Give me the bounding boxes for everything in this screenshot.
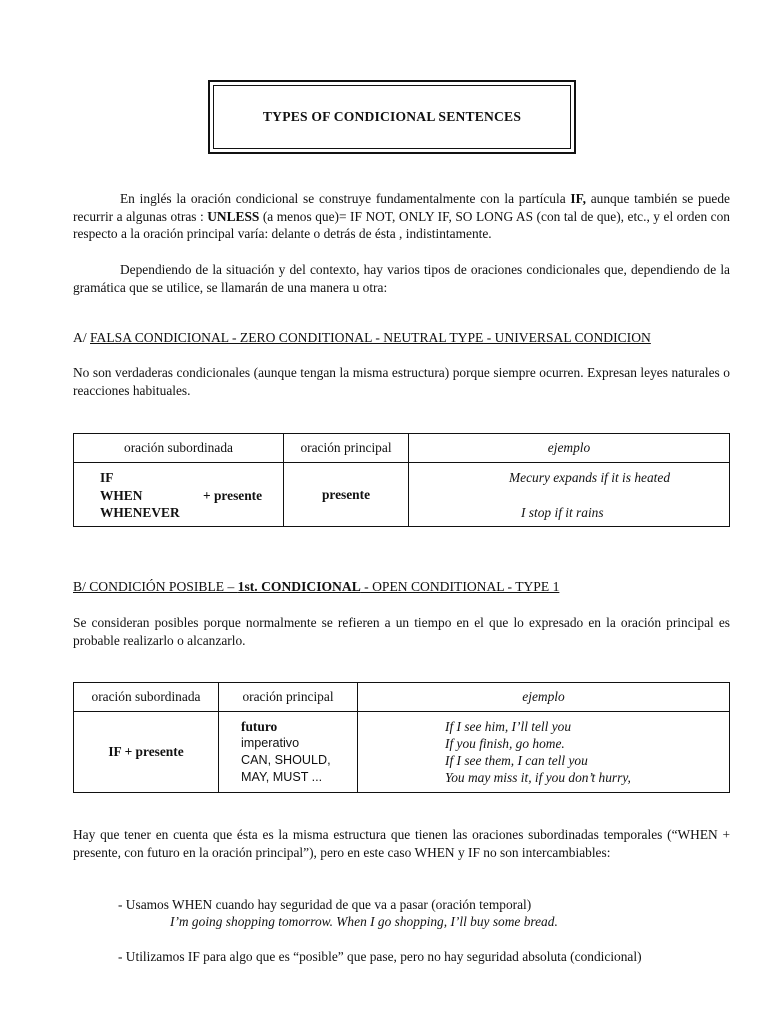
- zero-conditional-table: [73, 433, 730, 527]
- section-a-prefix: A/: [73, 330, 90, 345]
- section-b-h3: - OPEN CONDITIONAL - TYPE 1: [360, 579, 560, 594]
- header-subordinate: oración subordinada: [74, 434, 284, 463]
- header-example: ejemplo: [409, 434, 730, 463]
- cell-subordinate: IF + presente: [74, 712, 219, 793]
- document-title: TYPES OF CONDICIONAL SENTENCES: [213, 85, 571, 149]
- bullet-when-example: I’m going shopping tomorrow. When I go shopping, I’ll buy some bread.: [170, 914, 558, 929]
- section-b-h1: B/ CONDICIÓN POSIBLE –: [73, 579, 238, 594]
- table-row: [74, 463, 730, 527]
- section-b-h2: 1st. CONDICIONAL: [237, 579, 361, 594]
- cell-subordinate: [74, 463, 284, 527]
- cell-examples: [358, 712, 730, 793]
- cell-main-presente: presente: [284, 463, 409, 527]
- table-header-row: [74, 434, 730, 463]
- bullet-if: - Utilizamos IF para algo que es “posible” que pase, pero no hay seguridad absoluta (condicional): [118, 949, 642, 964]
- cell-main: [219, 712, 358, 793]
- first-conditional-table: [73, 682, 730, 793]
- main-modals-2: MAY, MUST ...: [241, 770, 323, 784]
- example-2: I stop if it rains: [521, 505, 604, 520]
- intro-bold-unless: UNLESS: [207, 208, 260, 224]
- example-4: You may miss it, if you don’t hurry,: [445, 770, 631, 785]
- intro-text-3: (a menos que)= IF NOT, ONLY IF, SO LONG AS (con tal de que), etc., y el orden con respecto a la oración principal varía: delante o detrás de ésta , indistintamente.: [73, 208, 730, 241]
- section-b-text: Se consideran posibles porque normalmente se refieren a un tiempo en el que lo expresado en la oración principal es probable realizarlo o alcanzarlo.: [73, 615, 730, 648]
- example-1: If I see him, I’ll tell you: [445, 719, 572, 734]
- section-a-title: FALSA CONDICIONAL - ZERO CONDITIONAL - NEUTRAL TYPE - UNIVERSAL CONDICION: [90, 330, 651, 345]
- header-main: oración principal: [219, 683, 358, 712]
- section-a-heading: [73, 329, 743, 347]
- example-3: If I see them, I can tell you: [445, 753, 588, 768]
- header-subordinate: oración subordinada: [74, 683, 219, 712]
- sub-when: WHEN: [100, 488, 143, 503]
- header-example: ejemplo: [358, 683, 730, 712]
- title-box: [208, 80, 576, 154]
- main-modals-1: CAN, SHOULD,: [241, 753, 331, 767]
- sub-plus-presente: + presente: [203, 488, 263, 503]
- intro-paragraph-1: [73, 190, 730, 243]
- table-header-row: [74, 683, 730, 712]
- header-main: oración principal: [284, 434, 409, 463]
- table-row: [74, 712, 730, 793]
- intro-paragraph-2: Dependiendo de la situación y del contexto, hay varios tipos de oraciones condicionales que, dependiendo de la gramática que se utilice, se llamarán de una manera u otra:: [73, 262, 730, 295]
- main-futuro: futuro: [241, 719, 278, 734]
- cell-examples: [409, 463, 730, 527]
- sub-if: IF: [100, 470, 114, 485]
- intro-text-1: En inglés la oración condicional se construye fundamentalmente con la partícula: [120, 191, 571, 206]
- section-a-text: No son verdaderas condicionales (aunque tengan la misma estructura) porque siempre ocurren. Expresan leyes naturales o reacciones habituales.: [73, 365, 730, 398]
- intro-text-2: aunque también se puede recurrir a algunas otras :: [73, 191, 730, 224]
- intro-bold-if: IF,: [570, 191, 586, 206]
- section-b-heading: [73, 578, 743, 596]
- example-1: Mecury expands if it is heated: [509, 470, 671, 485]
- sub-whenever: WHENEVER: [100, 505, 180, 520]
- example-2: If you finish, go home.: [445, 736, 565, 751]
- main-imperativo: imperativo: [241, 736, 300, 750]
- note-paragraph: Hay que tener en cuenta que ésta es la misma estructura que tienen las oraciones subordinadas temporales (“WHEN + presente, con futuro en la oración principal”), pero en este caso WHEN y IF no son intercambiables:: [73, 827, 730, 860]
- bullet-when: - Usamos WHEN cuando hay seguridad de que va a pasar (oración temporal): [118, 897, 532, 912]
